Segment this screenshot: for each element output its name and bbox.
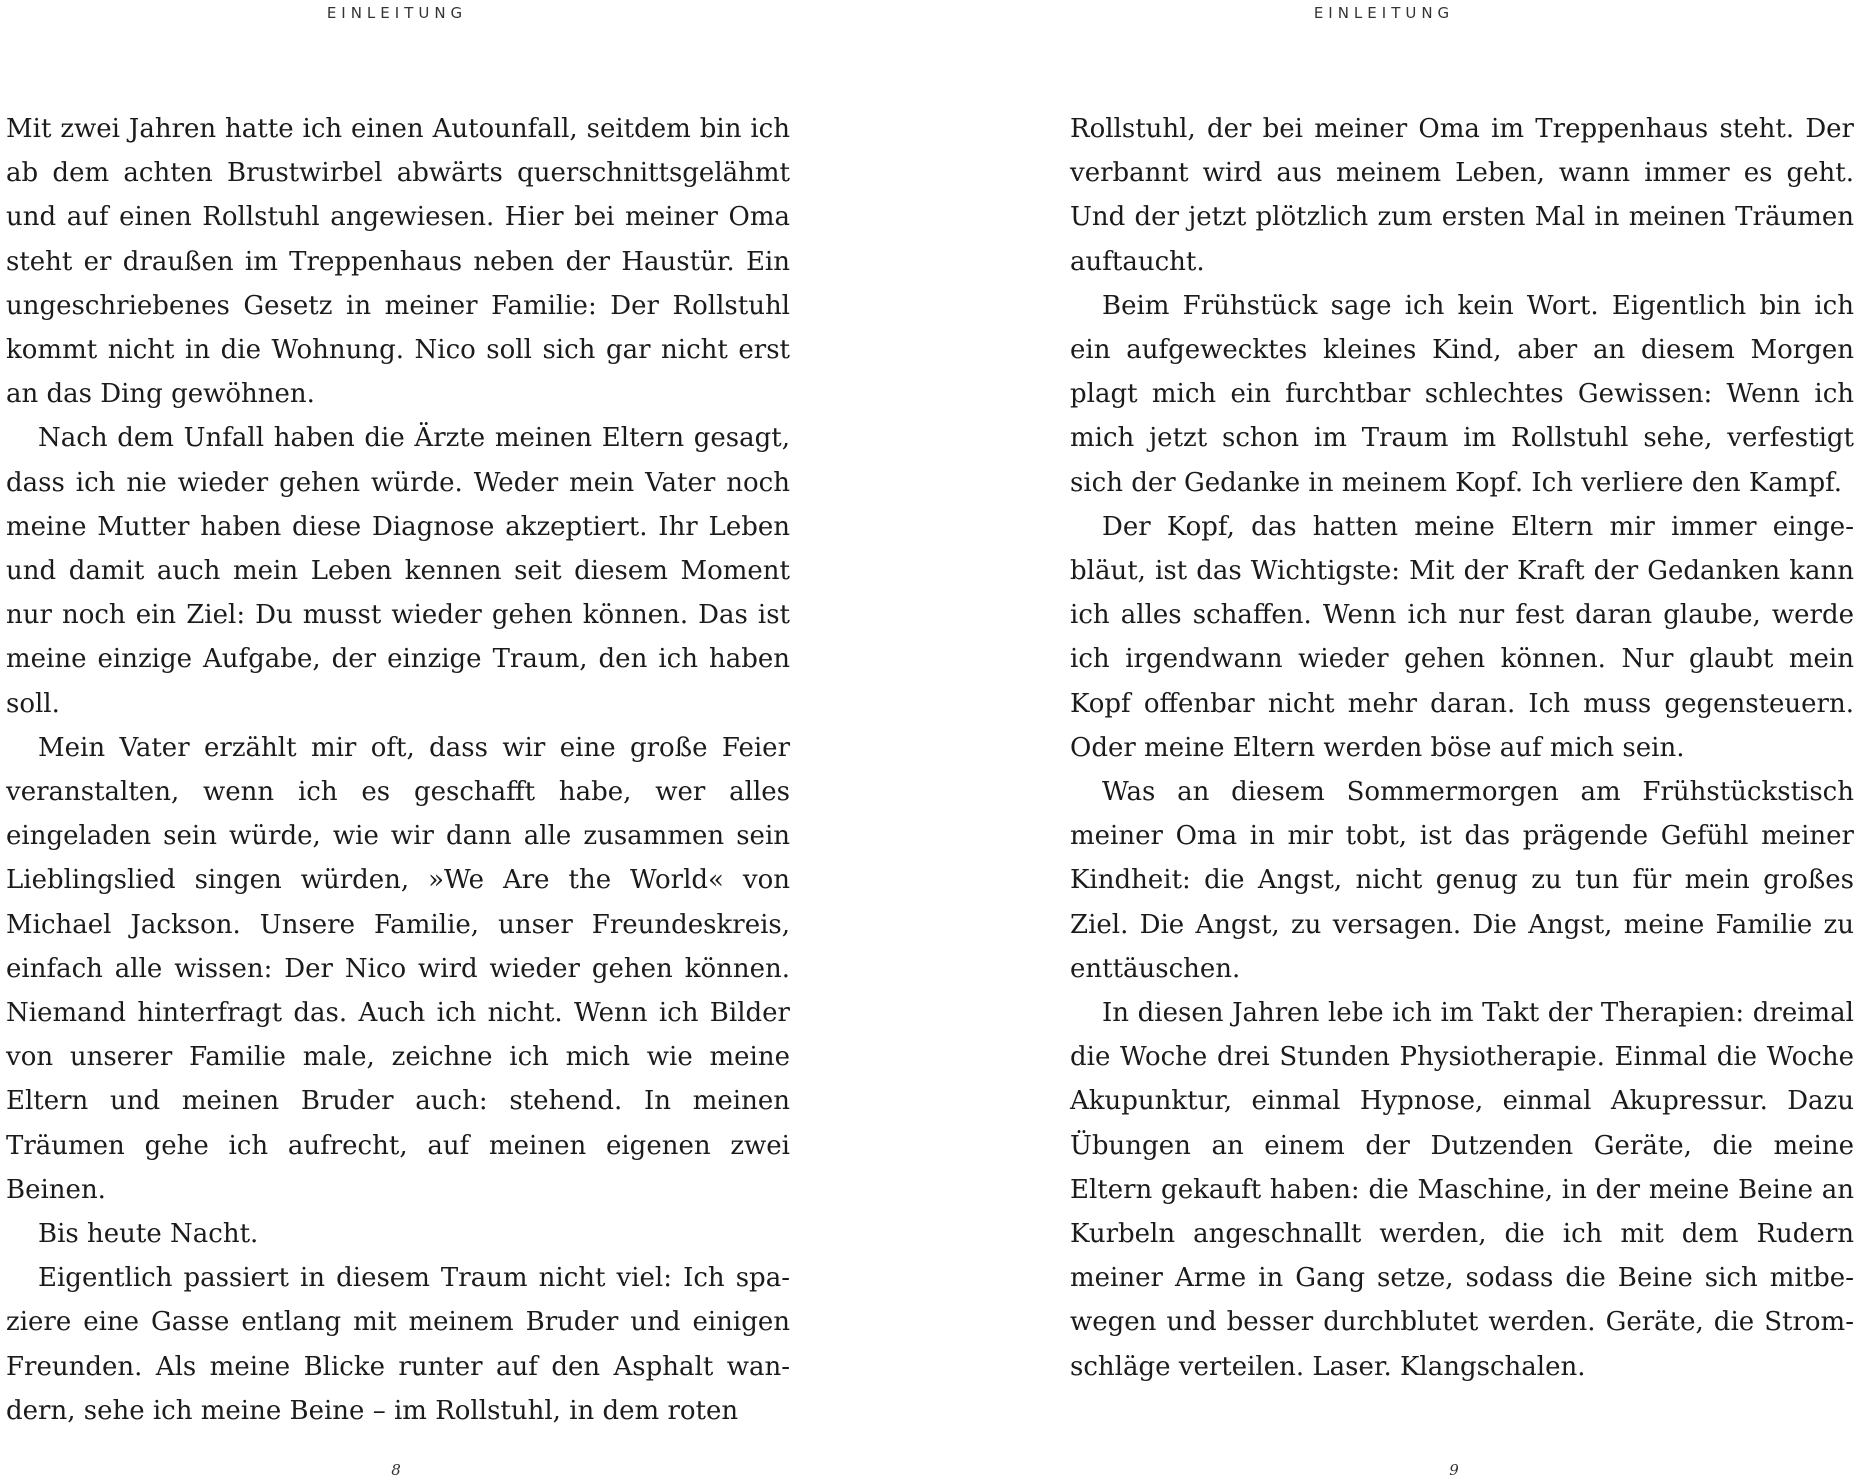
paragraph: In diesen Jahren lebe ich im Takt der Therapien: dreimal die Woche drei Stunden Physiotherapie. Einmal die Woche Akupunktur, einmal Hypnose, einmal Akupressur. Dazu Übungen an einem der Dutzenden Geräte, die meine Eltern gekauft haben: die Maschine, in der meine Beine an Kurbeln angeschnallt werden, die ich mit dem Rudern meiner Arme in Gang setze, sodass die Beine sich mitbewegen und besser durchblutet werden. Geräte, die Stromschläge verteilen. Laser. Klangschalen. [1070, 998, 1854, 1382]
paragraph: Rollstuhl, der bei meiner Oma im Treppenhaus steht. Der verbannt wird aus meinem Leben, wann immer es geht. Und der jetzt plötzlich zum ersten Mal in meinen Träumen auftaucht. [1070, 114, 1854, 277]
paragraph: Bis heute Nacht. [38, 1219, 259, 1250]
paragraph: Der Kopf, das hatten meine Eltern mir immer eingebläut, ist das Wichtigste: Mit der Kraft der Gedanken kann ich alles schaffen. Wenn ich nur fest daran glaube, werde ich irgendwann wieder gehen können. Nur glaubt mein Kopf offenbar nicht mehr daran. Ich muss gegensteuern. Oder meine Eltern werden böse auf mich sein. [1070, 511, 1854, 763]
right-page [925, 0, 1854, 1480]
page-number-left: 8 [391, 1461, 401, 1479]
paragraph: Mit zwei Jahren hatte ich einen Autounfall, seitdem bin ich ab dem achten Brustwirbel abwärts querschnittsgelähmt und auf einen Rollstuhl angewiesen. Hier bei meiner Oma steht er draußen im Treppenhaus neben der Haustür. Ein ungeschriebenes Gesetz in meiner Familie: Der Rollstuhl kommt nicht in die Wohnung. Nico soll sich gar nicht erst an das Ding gewöhnen. [6, 114, 790, 410]
left-page [0, 0, 925, 1480]
paragraph: Nach dem Unfall haben die Ärzte meinen Eltern gesagt, dass ich nie wieder gehen würde. Weder mein Vater noch meine Mutter haben diese Diagnose akzeptiert. Ihr Leben und damit auch mein Leben kennen seit diesem Moment nur noch ein Ziel: Du musst wieder gehen können. Das ist meine einzige Aufgabe, der einzige Traum, den ich haben soll. [6, 423, 790, 719]
page-number-right: 9 [1449, 1461, 1459, 1479]
body-text-right [1070, 107, 1854, 1389]
running-head-right: EINLEITUNG [1313, 4, 1455, 22]
body-text-left [6, 107, 790, 1433]
paragraph: Eigentlich passiert in diesem Traum nicht viel: Ich spaziere eine Gasse entlang mit meinem Bruder und einigen Freunden. Als meine Blicke runter auf den Asphalt wandern, sehe ich meine Beine – im Rollstuhl, in dem roten [6, 1263, 790, 1426]
paragraph: Beim Frühstück sage ich kein Wort. Eigentlich bin ich ein aufgewecktes kleines Kind, aber an diesem Morgen plagt mich ein furchtbar schlechtes Gewissen: Wenn ich mich jetzt schon im Traum im Rollstuhl sehe, verfestigt sich der Gedanke in meinem Kopf. Ich verliere den Kampf. [1070, 290, 1854, 498]
paragraph: Mein Vater erzählt mir oft, dass wir eine große Feier veranstalten, wenn ich es geschafft habe, wer alles eingeladen sein würde, wie wir dann alle zusammen sein Lieblingslied singen würden, »We Are the World« von Michael Jackson. Unsere Familie, unser Freundeskreis, einfach alle wissen: Der Nico wird wieder gehen können. Niemand hinterfragt das. Auch ich nicht. Wenn ich Bilder von unserer Familie male, zeichne ich mich wie meine Eltern und meinen Bruder auch: stehend. In meinen Träumen gehe ich aufrecht, auf meinen eigenen zwei Beinen. [6, 732, 790, 1205]
running-head-left: EINLEITUNG [326, 4, 468, 22]
paragraph: Was an diesem Sommermorgen am Frühstückstisch meiner Oma in mir tobt, ist das prägende Gefühl meiner Kindheit: die Angst, nicht genug zu tun für mein großes Ziel. Die Angst, zu versagen. Die Angst, meine Familie zu enttäuschen. [1070, 777, 1854, 984]
